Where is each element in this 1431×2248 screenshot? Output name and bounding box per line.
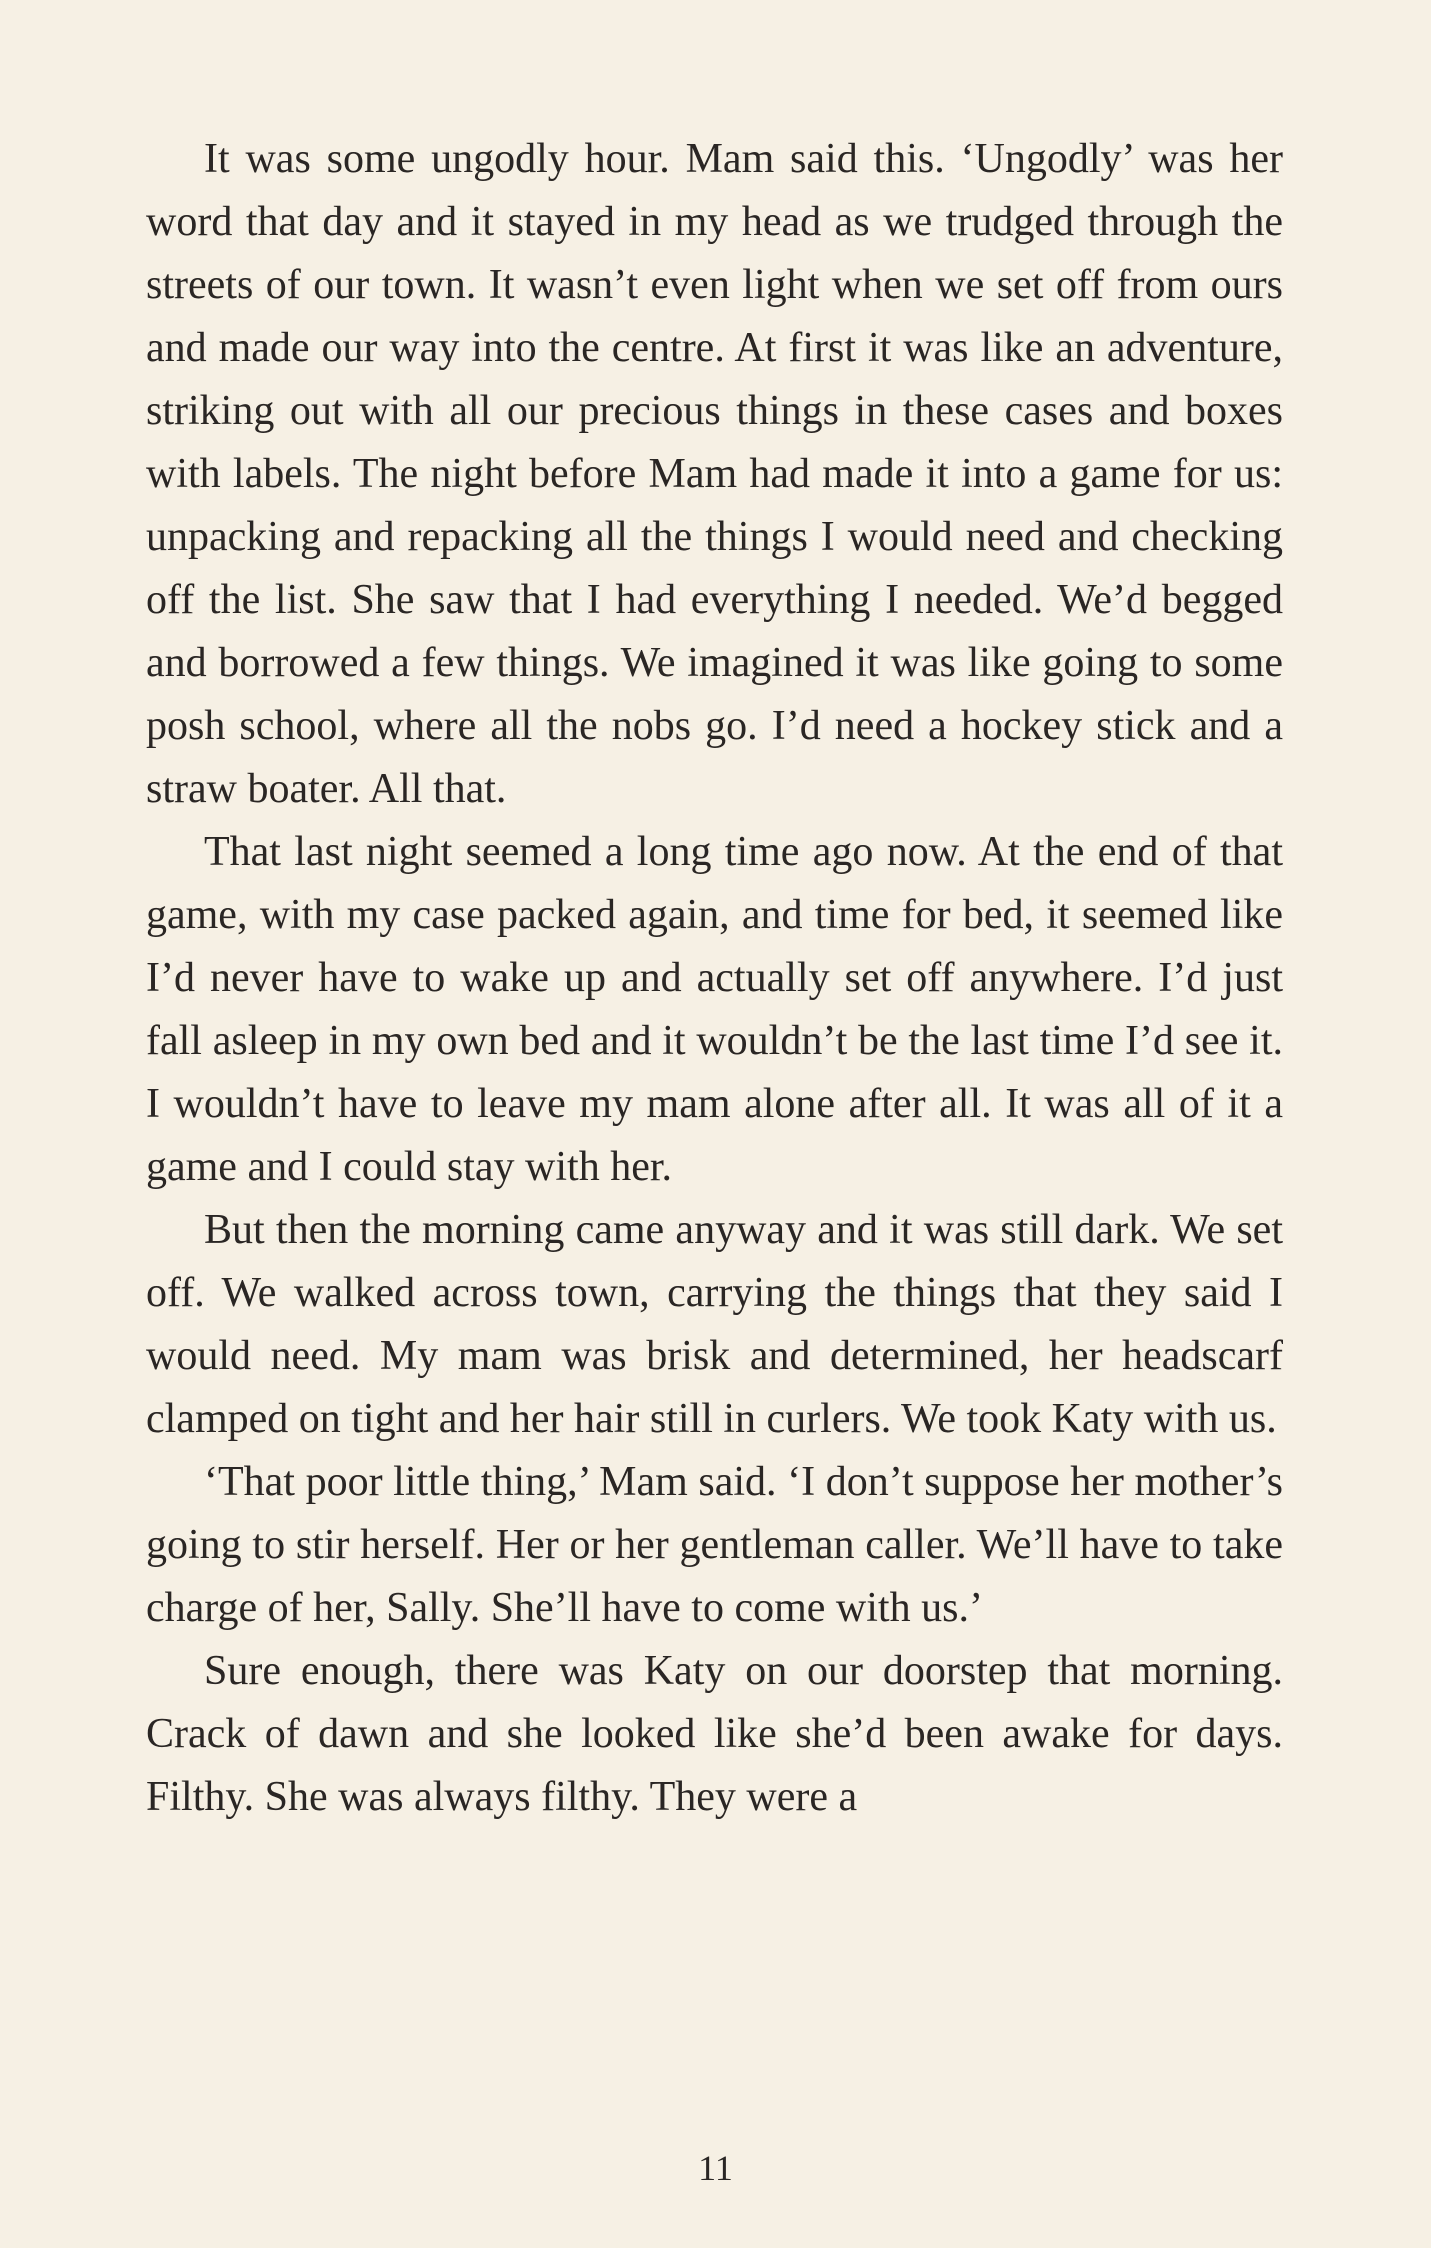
page-number: 11 [698,2148,733,2188]
paragraph-3: But then the morning came anyway and it was still dark. We set off. We walked across town, carrying the things that they said I would need. My mam was brisk and determined, her headscarf clamped on tight and her hair still in curlers. We took Katy with us. [146,1207,1283,1442]
paragraph-2: That last night seemed a long time ago now. At the end of that game, with my case packed again, and time for bed, it seemed like I’d never have to wake up and actually set off anywhere. I’d just fall asleep in my own bed and it wouldn’t be the last time I’d see it. I wouldn’t have to leave my mam alone after all. It was all of it a game and I could stay with her. [146,829,1283,1190]
paragraph-4: ‘That poor little thing,’ Mam said. ‘I don’t suppose her mother’s going to stir herself. Her or her gentleman caller. We’ll have to take charge of her, Sally. She’ll have to come with us.’ [146,1459,1283,1631]
body-text [146,128,1283,1829]
paragraph-5: Sure enough, there was Katy on our doorstep that morning. Crack of dawn and she looked like she’d been awake for days. Filthy. She was always filthy. They were a [146,1648,1283,1820]
paragraph-1: It was some ungodly hour. Mam said this. ‘Ungodly’ was her word that day and it stayed in my head as we trudged through the streets of our town. It wasn’t even light when we set off from ours and made our way into the centre. At first it was like an adventure, striking out with all our precious things in these cases and boxes with labels. The night before Mam had made it into a game for us: unpacking and repacking all the things I would need and checking off the list. She saw that I had everything I needed. We’d begged and borrowed a few things. We imagined it was like going to some posh school, where all the nobs go. I’d need a hockey stick and a straw boater. All that. [146,136,1283,812]
